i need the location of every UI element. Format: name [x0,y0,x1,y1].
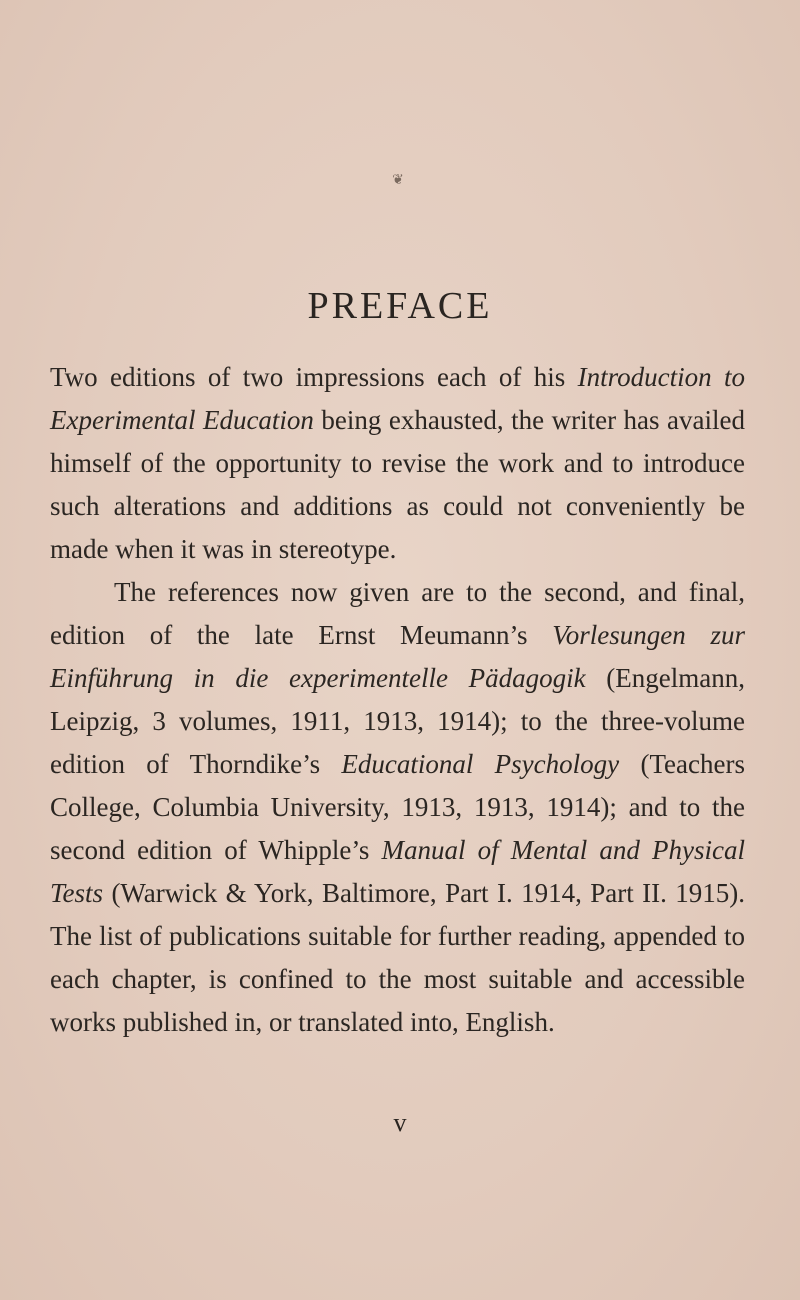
preface-body [50,356,745,1044]
body-text-run: (Engelmann, Leipzig, 3 volumes, 1911, 1913, 1914); to the three-volume edition of Thorndike’s [50,663,745,779]
body-text-run: being exhausted, the writer has availed himself of the opportunity to revise the work and to introduce such alterations and additions as could not conveniently be made when it was in stereotype. [50,405,745,564]
paragraph-1 [50,356,745,571]
italic-title-text: Vorlesungen zur Einführung in die experimentelle Pädagogik [50,620,746,693]
printer-ornament-icon: ❦ [392,172,404,188]
body-text-run: The references now given are to the second, and final, edition of the late Ernst Meumann’s [50,577,745,650]
body-text-run: (Warwick & York, Baltimore, Part I. 1914, Part II. 1915). The list of publications suitable for further reading, appended to each chapter, is confined to the most suitable and accessible works published in, or translated into, English. [50,878,745,1037]
body-text-run: Two editions of two impressions each of his [50,362,578,392]
page-number: v [393,1108,407,1137]
body-text-run: (Teachers College, Columbia University, 1913, 1913, 1914); and to the second edition of Whipple’s [50,749,745,865]
italic-title-text: Manual of Mental and Physical Tests [50,835,745,908]
paragraph-2 [50,571,745,1044]
page-title: PREFACE [307,285,493,327]
italic-title-text: Educational Psychology [341,749,620,779]
italic-title-text: Introduction to Experimental Education [50,362,745,435]
